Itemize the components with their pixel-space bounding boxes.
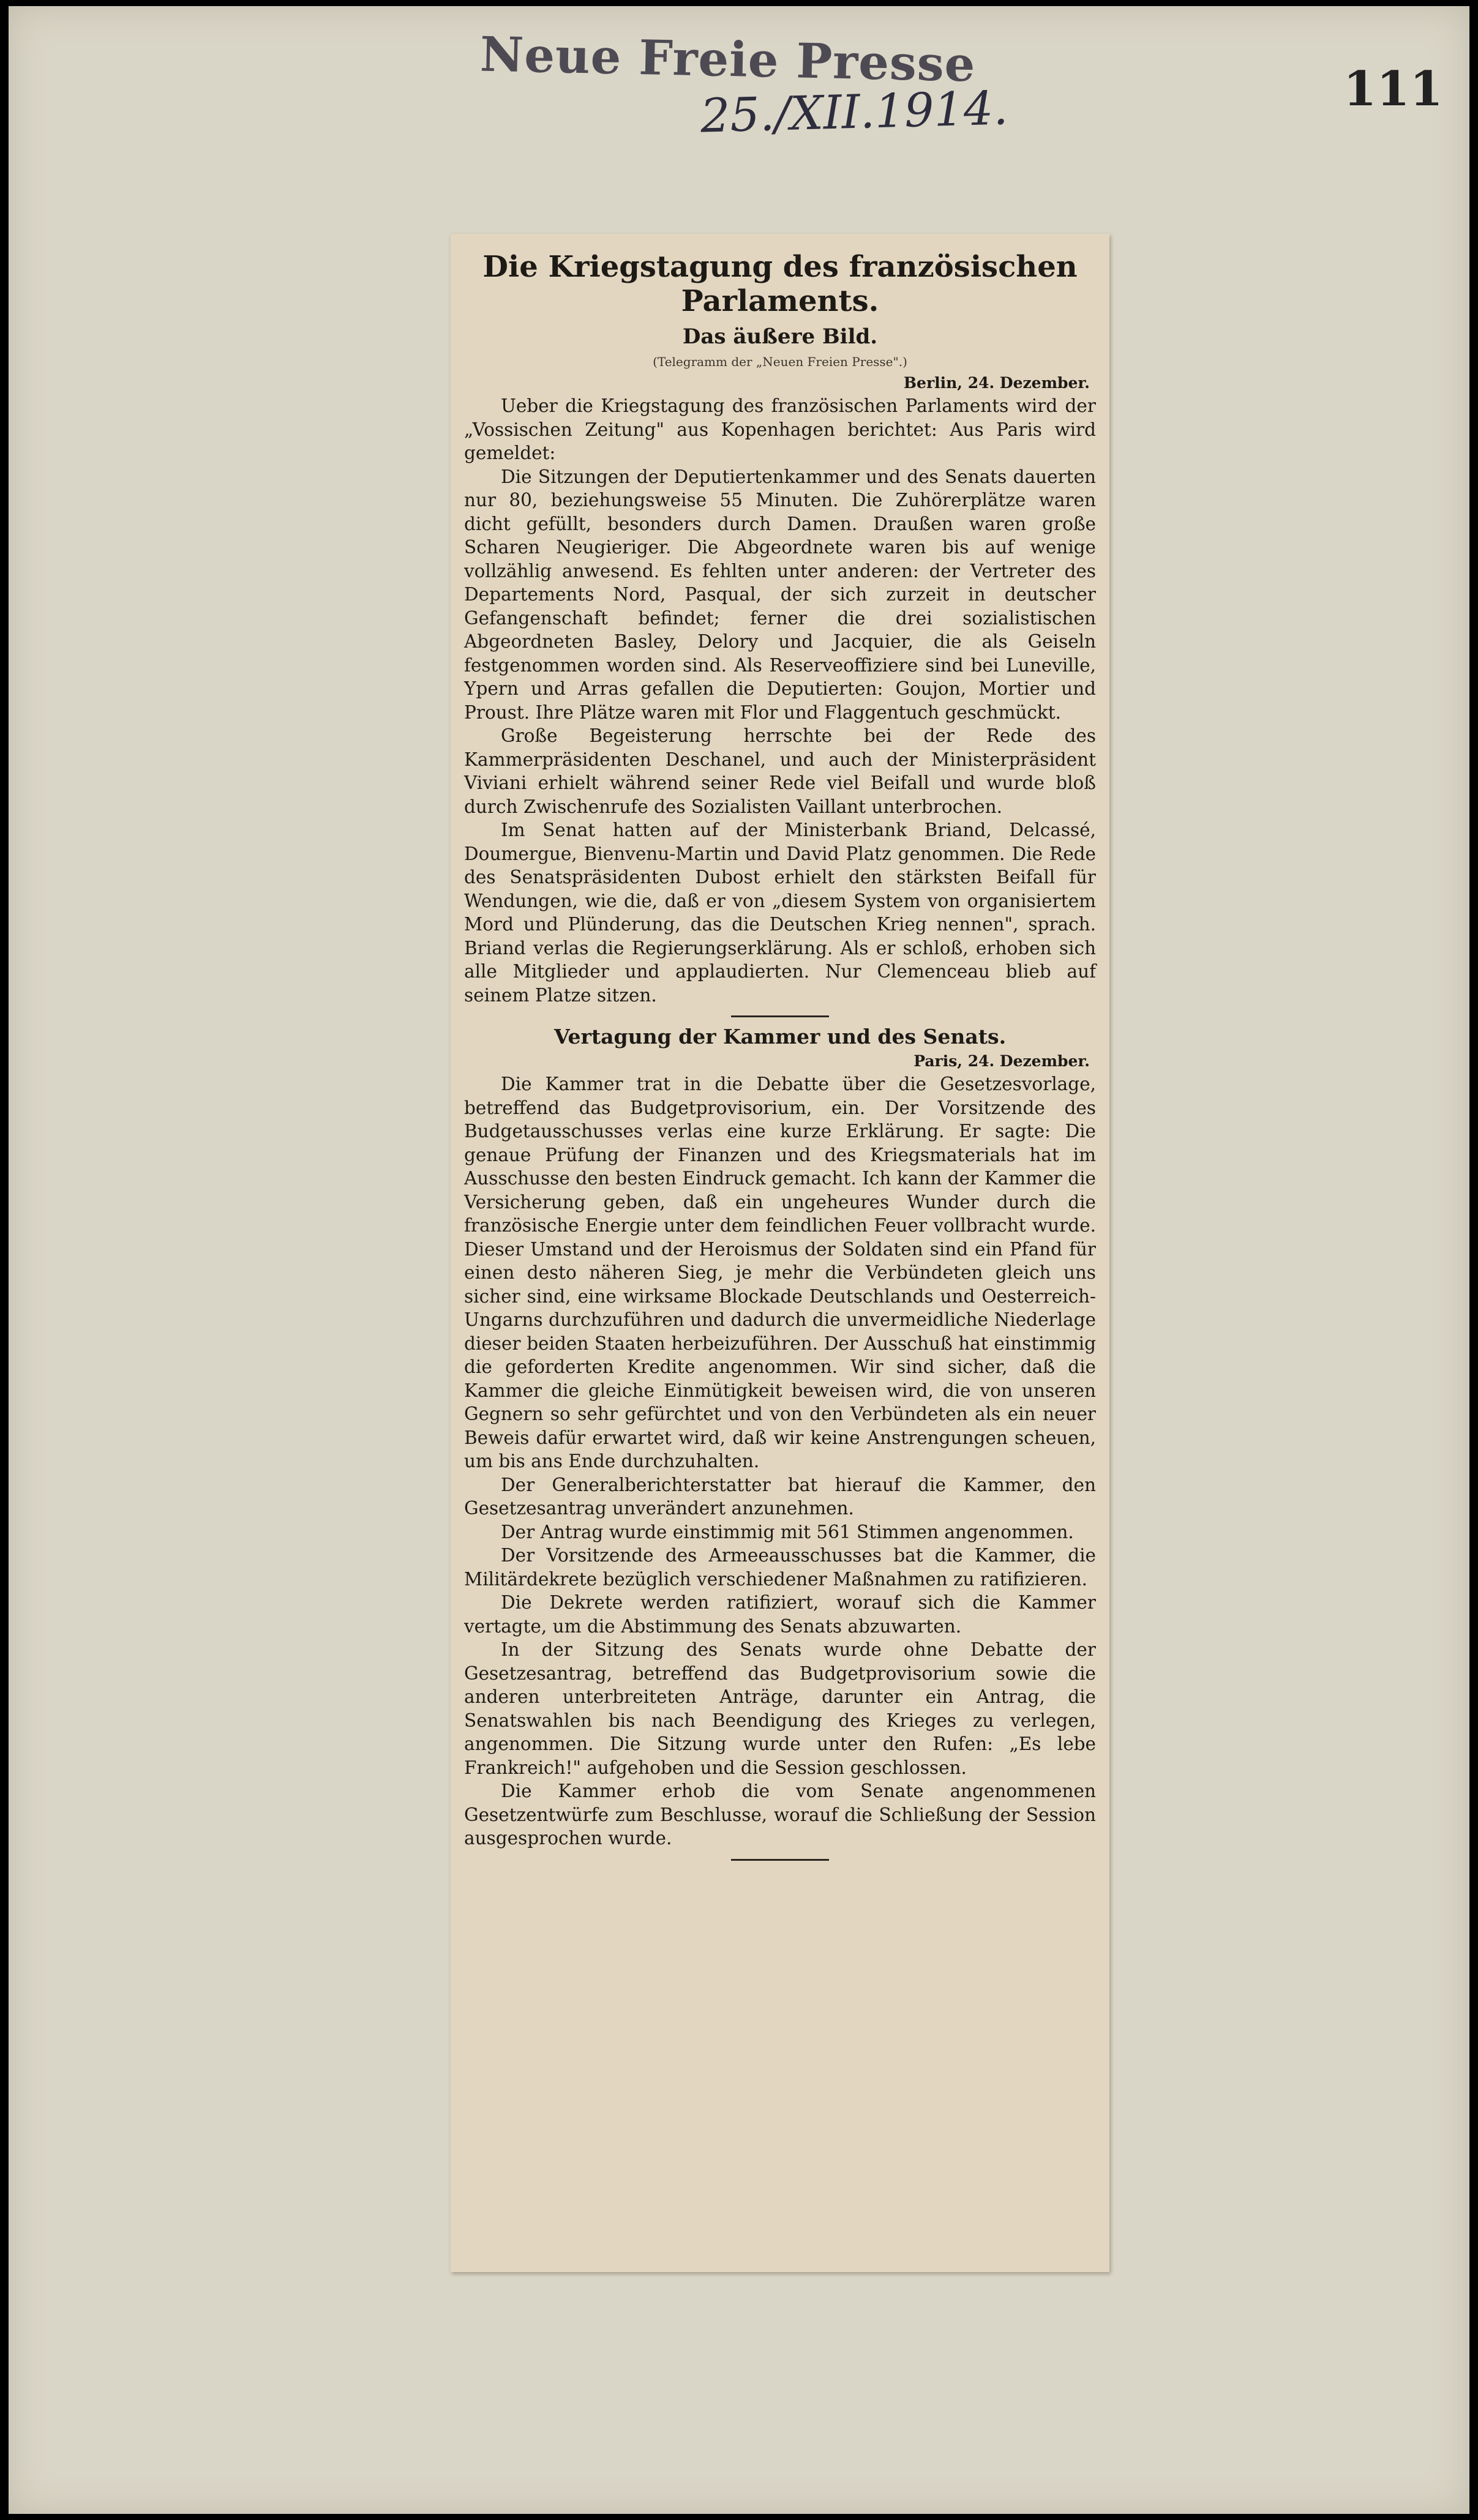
handwritten-date: 25./XII.1914. <box>699 80 1009 143</box>
section1-paragraph: Große Begeisterung herrschte bei der Rede des Kammerpräsidenten Deschanel, und auch der Ministerpräsident Viviani erhielt während seiner Rede viel Beifall und wurde bloß durch Zwischenrufe des Sozialisten Vaillant unterbrochen. <box>464 725 1096 817</box>
section2-paragraph: In der Sitzung des Senats wurde ohne Debatte der Gesetzesantrag, betreffend das Budgetprovisorium sowie die anderen unterbreiteten Anträge, darunter ein Antrag, die Senatswahlen bis nach Beendigung des Krieges zu verlegen, angenommen. Die Sitzung wurde unter den Rufen: „Es lebe Frankreich!" aufgehoben und die Session geschlossen. <box>464 1639 1096 1778</box>
newspaper-source-stamp: Neue Freie Presse <box>479 26 977 93</box>
section2-paragraph: Die Kammer trat in die Debatte über die Gesetzesvorlage, betreffend das Budgetprovisorium, ein. Der Vorsitzende des Budgetausschusses verlas eine kurze Erklärung. Er sagte: Die genaue Prüfung der Finanzen und des Kriegsmaterials hat im Ausschusse den besten Eindruck gemacht. Ich kann der Kammer die Versicherung geben, daß ein ungeheures Wunder durch die französische Energie unter dem feindlichen Feuer vollbracht wurde. Dieser Umstand und der Heroismus der Soldaten sind ein Pfand für einen desto näheren Sieg, je mehr die Verbündeten gleich uns sicher sind, eine wirksame Blockade Deutschlands und Oesterreich-Ungarns durchzuführen und dadurch die unvermeidliche Niederlage dieser beiden Staaten herbeizuführen. Der Ausschuß hat einstimmig die geforderten Kredite angenommen. Wir sind sicher, daß die Kammer die gleiche Einmütigkeit beweisen wird, die von unseren Gegnern so sehr gefürchtet und von den Verbündeten als ein neuer Beweis dafür erwartet wird, daß wir keine Anstrengungen scheuen, um bis ans Ende durchzuhalten. <box>464 1074 1096 1471</box>
section2-paragraph: Die Kammer erhob die vom Senate angenommenen Gesetzentwürfe zum Beschlusse, worauf die Schließung der Session ausgesprochen wurde. <box>464 1781 1096 1849</box>
section2-paragraph: Die Dekrete werden ratifiziert, worauf sich die Kammer vertagte, um die Abstimmung des Senats abzuwarten. <box>464 1592 1096 1637</box>
end-divider <box>731 1859 829 1861</box>
section2-paragraph: Der Generalberichterstatter bat hierauf die Kammer, den Gesetzesantrag unverändert anzunehmen. <box>464 1474 1096 1519</box>
section2-paragraph: Der Antrag wurde einstimmig mit 561 Stimmen angenommen. <box>501 1521 1074 1542</box>
section1-dateline: Berlin, 24. Dezember. <box>903 374 1090 392</box>
section-divider <box>731 1015 829 1017</box>
clipping-text <box>464 250 1096 1867</box>
section1-paragraph: Die Sitzungen der Deputiertenkammer und des Senats dauerten nur 80, beziehungsweise 55 Minuten. Die Zuhörerplätze waren dicht gefüllt, besonders durch Damen. Draußen waren große Scharen Neugieriger. Die Abgeordnete waren bis auf wenige vollzählig anwesend. Es fehlten unter anderen: der Vertreter des Departements Nord, Pasqual, der sich zurzeit in deutscher Gefangenschaft befindet; ferner die drei sozialistischen Abgeordneten Basley, Delory und Jacquier, die als Geiseln festgenommen worden sind. Als Reserveoffiziere sind bei Luneville, Ypern und Arras gefallen die Deputierten: Goujon, Mortier und Proust. Ihre Plätze waren mit Flor und Flaggentuch geschmückt. <box>464 466 1096 723</box>
telegram-credit: (Telegramm der „Neuen Freien Presse".) <box>653 354 907 369</box>
article-title: Die Kriegstagung des französischen Parlaments. <box>482 250 1078 318</box>
section2-paragraph: Der Vorsitzende des Armeeausschusses bat die Kammer, die Militärdekrete bezüglich verschiedener Maßnahmen zu ratifizieren. <box>464 1545 1096 1590</box>
page-number: 111 <box>1343 61 1443 117</box>
section1-paragraph: Ueber die Kriegstagung des französischen Parlaments wird der „Vossischen Zeitung" aus Kopenhagen berichtet: Aus Paris wird gemeldet: <box>464 395 1096 463</box>
section1-subhead: Das äußere Bild. <box>682 324 878 349</box>
section2-dateline: Paris, 24. Dezember. <box>913 1052 1090 1070</box>
section1-paragraph: Im Senat hatten auf der Ministerbank Briand, Delcassé, Doumergue, Bienvenu-Martin und David Platz genommen. Die Rede des Senatspräsidenten Dubost erhielt den stärksten Beifall für Wendungen, wie die, daß er von „diesem System von organisiertem Mord und Plünderung, das die Deutschen Krieg nennen", sprach. Briand verlas die Regierungserklärung. Als er schloß, erhoben sich alle Mitglieder und applaudierten. Nur Clemenceau blieb auf seinem Platze sitzen. <box>464 820 1096 1006</box>
newspaper-clipping <box>451 234 1109 2272</box>
section2-subhead: Vertagung der Kammer und des Senats. <box>553 1025 1007 1049</box>
